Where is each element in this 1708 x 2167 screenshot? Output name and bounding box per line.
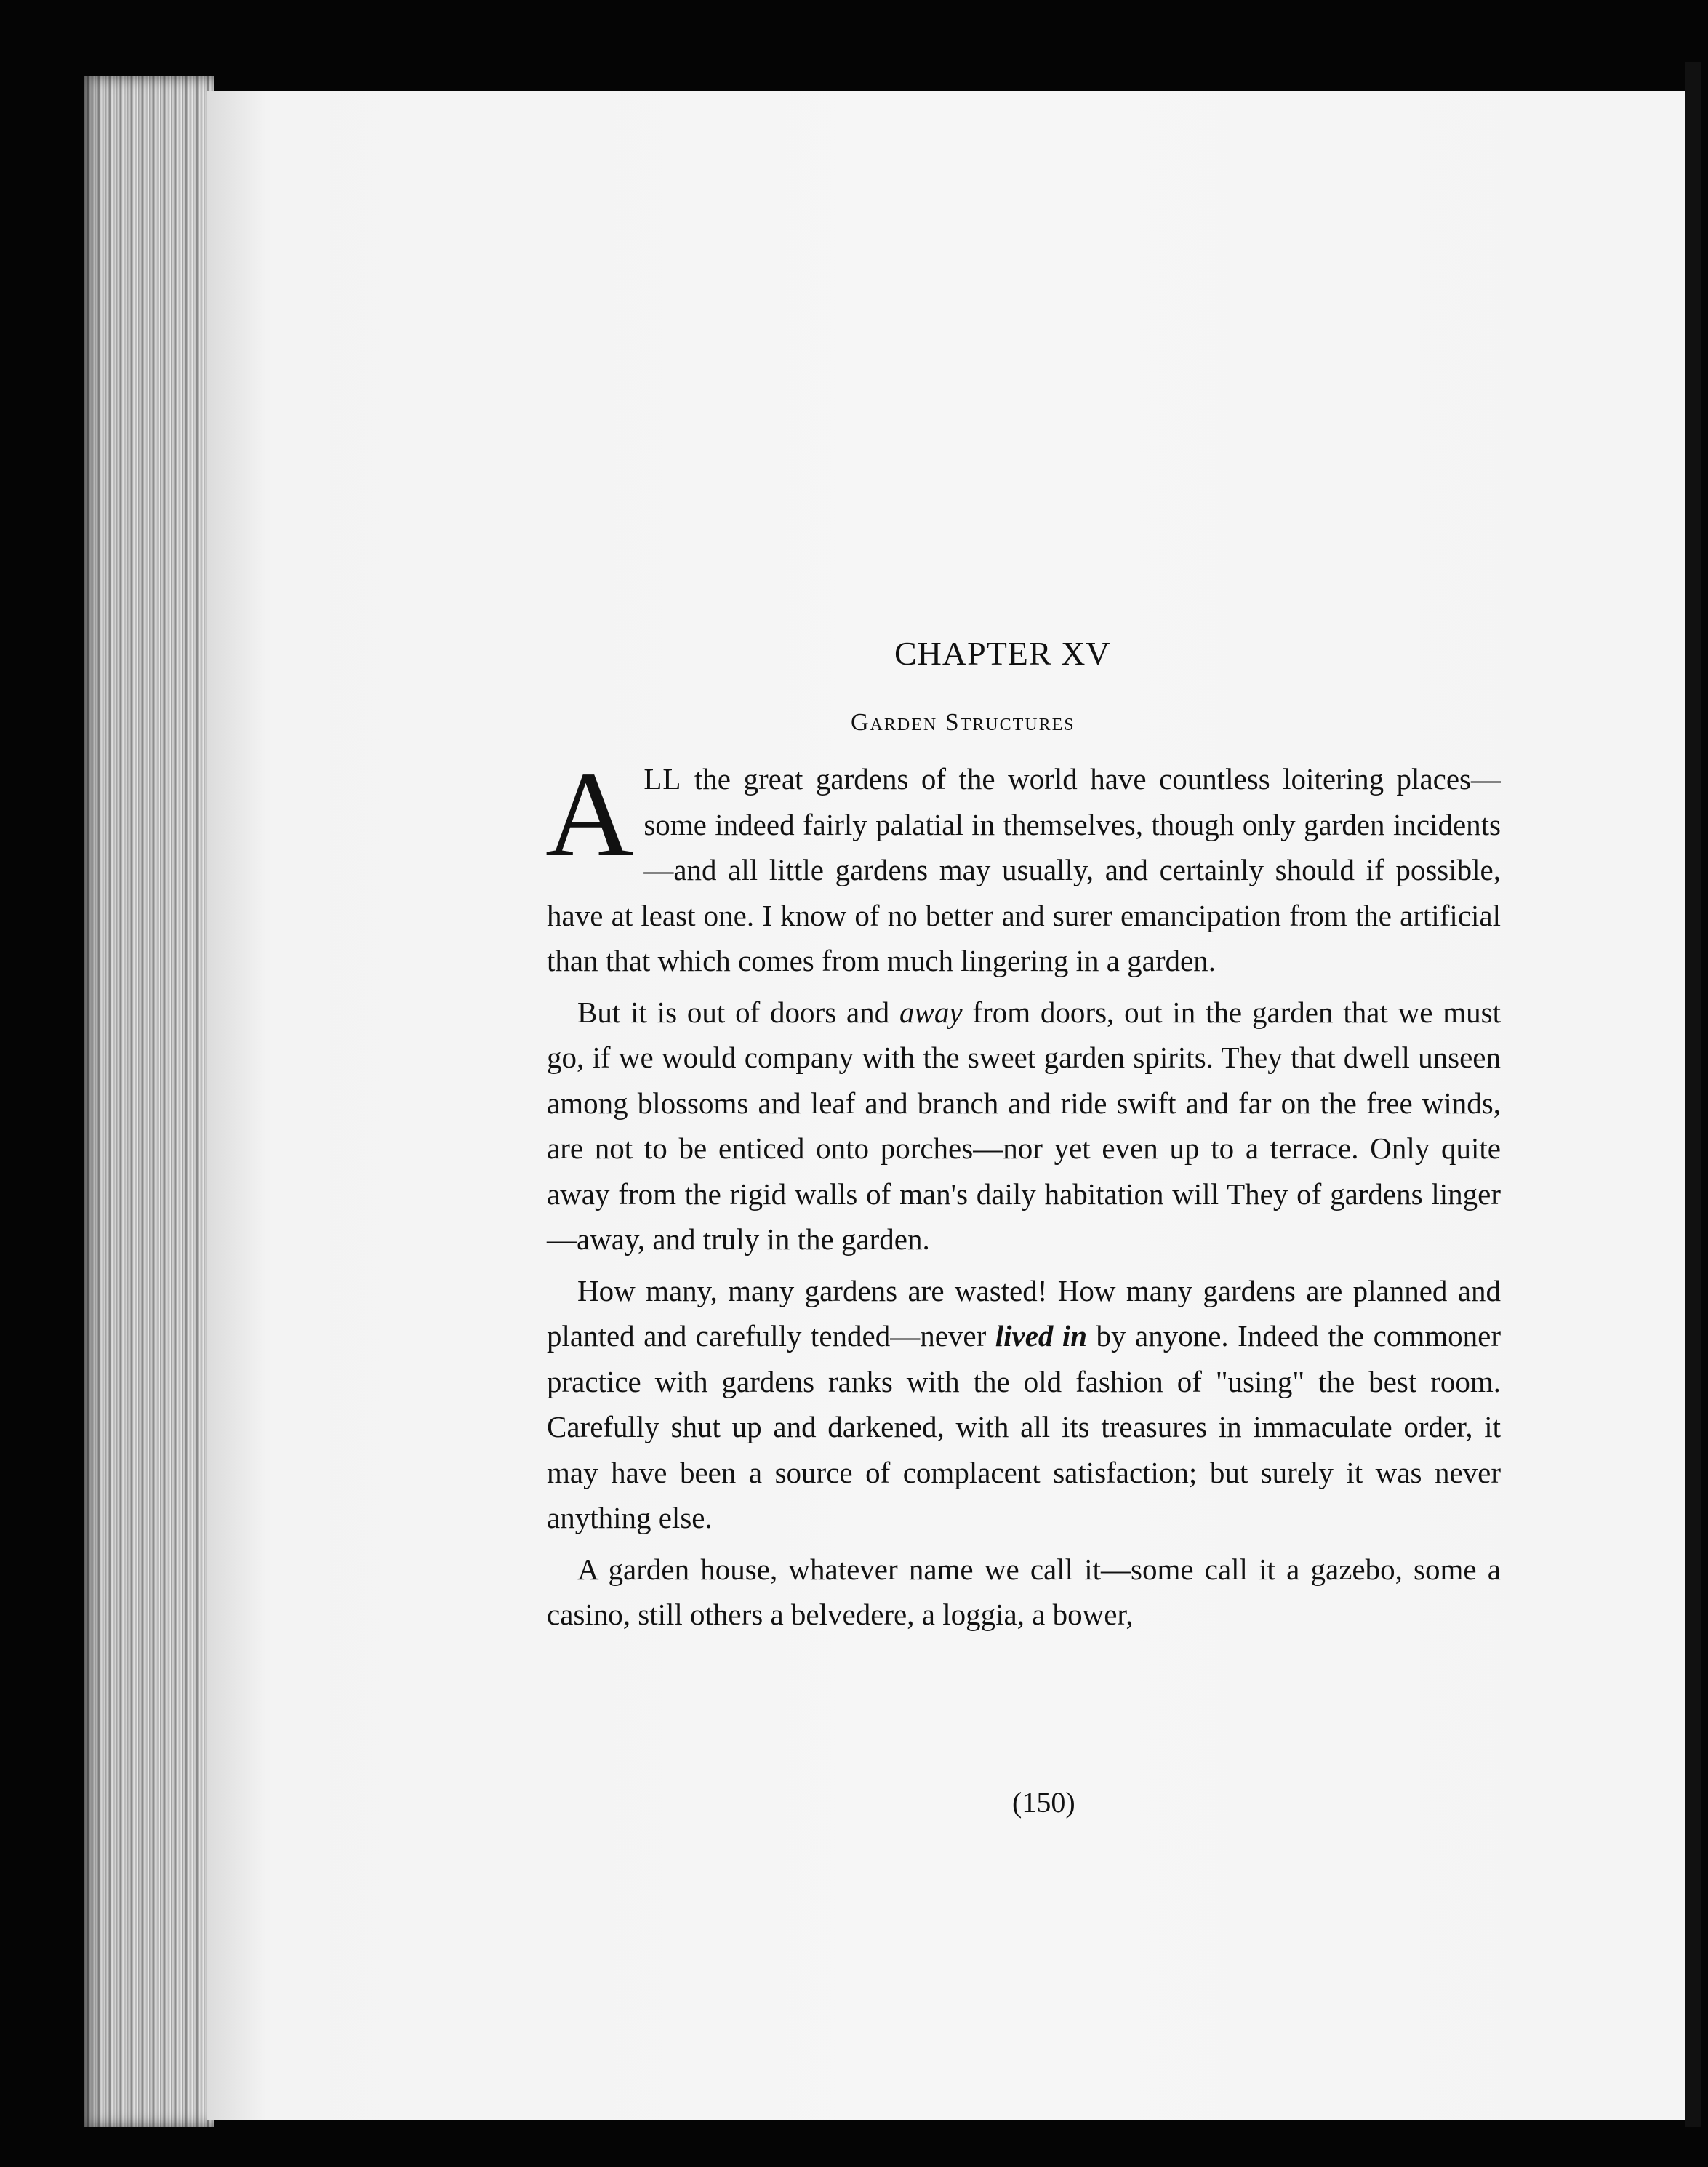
paragraph-3-italic: lived in bbox=[995, 1319, 1088, 1353]
book-page-edges bbox=[84, 76, 214, 2127]
paragraph-3 bbox=[547, 1268, 1501, 1541]
paragraph-1 bbox=[545, 747, 1501, 984]
paragraph-3-before: How many, many gardens are wasted! How many gardens are planned and planted and carefully tended—never bbox=[547, 1273, 1501, 1353]
chapter-title: CHAPTER XV bbox=[894, 635, 1111, 672]
paragraph-2-after: from doors, out in the garden that we must go, if we would company with the sweet garden spirits. They that dwell unseen among blossoms and leaf and branch and ride swift and far on the free winds, are not to be enticed onto porches—nor yet even up to a terrace. Only quite away from the rigid walls of man's daily habitation will They of gardens linger—away, and truly in the garden. bbox=[547, 995, 1501, 1256]
page-number: (150) bbox=[1012, 1786, 1075, 1819]
page-right-shadow bbox=[1685, 62, 1701, 2127]
paragraph-1-text: the great gardens of the world have countless loitering places—some indeed fairly palatial in themselves, though only garden incidents—and all little gardens may usually, and certainly should if possible, have at least one. I know of no better and surer emancipation from the artificial than that which comes from much lingering in a garden. bbox=[547, 762, 1501, 977]
paragraph-3-after: by anyone. Indeed the commoner practice with gardens ranks with the old fashion of "using" the best room. Carefully shut up and darkened, with all its treasures in immaculate order, it may have been a source of complacent satisfaction; but surely it was never anything else. bbox=[547, 1319, 1501, 1534]
paragraph-2-before: But it is out of doors and bbox=[577, 995, 900, 1029]
paragraph-2-italic: away bbox=[899, 995, 963, 1029]
paragraph-2 bbox=[547, 990, 1501, 1262]
first-word: LL bbox=[643, 762, 682, 796]
section-title: Garden Structures bbox=[851, 709, 1075, 736]
body-text bbox=[545, 747, 1501, 1638]
drop-cap: A bbox=[545, 747, 634, 882]
paragraph-4: A garden house, whatever name we call it—some call it a gazebo, some a casino, still others a belvedere, a loggia, a bower, bbox=[547, 1552, 1501, 1631]
